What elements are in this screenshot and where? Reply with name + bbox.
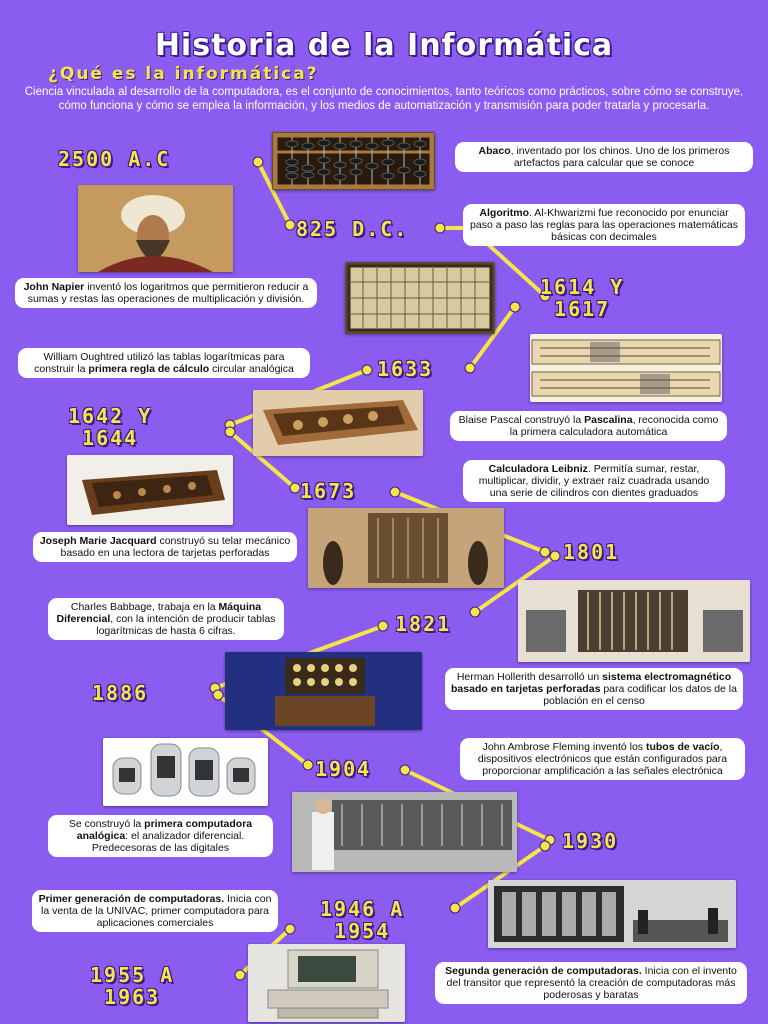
differential-analyzer-image: [292, 792, 517, 872]
year-1801: 1801: [563, 540, 620, 564]
note-napier-bold: John Napier: [23, 281, 85, 293]
year-1673: 1673: [300, 479, 357, 503]
year-1946-line1: 1946 A: [320, 897, 405, 921]
note-gen2: [435, 962, 747, 1004]
year-1642-line2: 1644: [82, 426, 139, 450]
note-napier-text: inventó los logaritmos que permitieron reducir a sumas y restas las operaciones de multiplicación y división.: [27, 281, 309, 305]
napier-bones-image: [345, 262, 495, 334]
year-2500: 2500 A.C: [58, 147, 171, 171]
note-leibniz-bold: Calculadora Leibniz: [488, 463, 588, 475]
year-1946-line2: 1954: [334, 919, 391, 943]
page-title: Historia de la Informática: [154, 28, 614, 63]
hollerith-tabulator-image: [225, 652, 422, 730]
note-gen2-bold: Segunda generación de computadoras.: [445, 965, 642, 977]
note-oughtred: [18, 348, 310, 378]
abacus-image: [272, 132, 435, 190]
note-pascal-bold: Pascalina: [584, 414, 633, 426]
al-khwarizmi-portrait: [78, 185, 233, 272]
note-oughtred-bold: primera regla de cálculo: [88, 363, 210, 375]
note-hollerith-text2: para codificar los datos de la población en el censo: [543, 683, 737, 707]
note-analog-bold: primera computadora analógica: [76, 818, 253, 842]
transistor-computer-image: [248, 944, 405, 1022]
year-1642: [68, 405, 152, 449]
note-fleming-text2: , dispositivos electrónicos que están configurados para proporcionar amplificación a las señales electrónica: [477, 741, 728, 777]
pascaline-image: [253, 390, 423, 456]
note-algoritmo-text: . Al-Khwarizmi fue reconocido por enunciar paso a paso las reglas para las operaciones matemáticas básicas con decimales: [470, 207, 738, 243]
note-leibniz: [463, 460, 725, 502]
note-oughtred-text2: circular analógica: [209, 363, 294, 375]
note-jacquard-bold: Joseph Marie Jacquard: [39, 535, 157, 547]
year-1821: 1821: [395, 612, 452, 636]
note-abaco: [455, 142, 753, 172]
note-fleming-text1: John Ambrose Fleming inventó los: [482, 741, 646, 753]
note-abaco-bold: Abaco: [478, 145, 511, 157]
year-1904: 1904: [315, 757, 372, 781]
note-pascal-text2: , reconocida como la primera calculadora automática: [509, 414, 719, 438]
note-gen1-text: Inicia con la venta de la UNIVAC, primer computadora para aplicaciones comerciales: [41, 893, 272, 929]
note-fleming-bold: tubos de vacío: [645, 741, 720, 753]
year-1946: [320, 898, 404, 942]
note-babbage: [48, 598, 284, 640]
note-algoritmo: [463, 204, 745, 246]
note-algoritmo-bold: Algoritmo: [479, 207, 529, 219]
note-leibniz-text: . Permitía sumar, restar, multiplicar, dividir, y extraer raíz cuadrada usando una serie de cilindros con dientes graduados: [478, 463, 710, 499]
note-hollerith: [445, 668, 743, 710]
year-1614-line2: 1617: [554, 297, 611, 321]
note-jacquard: [33, 532, 297, 562]
note-jacquard-text: construyó su telar mecánico basado en una lectora de tarjetas perforadas: [60, 535, 291, 559]
note-oughtred-text1: William Oughtred utilizó las tablas logarítmicas para construir la: [34, 351, 285, 375]
year-1633: 1633: [377, 357, 434, 381]
note-napier: [15, 278, 317, 308]
note-pascal: [450, 411, 727, 441]
year-1614: [540, 276, 624, 320]
univac-image: [488, 880, 736, 948]
year-825: 825 D.C.: [296, 217, 409, 241]
year-1930: 1930: [562, 829, 619, 853]
intro-text: Ciencia vinculada al desarrollo de la computadora, es el conjunto de conocimientos, tanto teóricos como prácticos, sobre cómo se construye, cómo funciona y cómo se emplea la información, y los medios de automatización y transmisión para poder tratarla y procesarla.: [24, 86, 744, 112]
year-1886: 1886: [92, 681, 149, 705]
year-1955-line2: 1963: [104, 985, 161, 1009]
note-analog-text2: : el analizador diferencial. Predecesoras de las digitales: [91, 830, 245, 854]
note-gen1-bold: Primer generación de computadoras.: [38, 893, 225, 905]
year-1955-line1: 1955 A: [90, 963, 175, 987]
slide-rule-image: [530, 334, 722, 402]
note-fleming: [460, 738, 745, 780]
note-pascal-text1: Blaise Pascal construyó la: [458, 414, 585, 426]
difference-engine-image: [518, 580, 750, 662]
note-gen2-text: Inicia con el invento del transitor que representó la creación de computadoras más poderosas y baratas: [446, 965, 737, 1001]
page-subtitle: ¿Qué es la informática?: [48, 64, 319, 84]
note-babbage-bold: Máquina Diferencial: [56, 601, 262, 625]
vacuum-tubes-image: [103, 738, 268, 806]
note-hollerith-bold: sistema electromagnético basado en tarjetas perforadas: [451, 671, 732, 695]
year-1642-line1: 1642 Y: [68, 404, 153, 428]
jacquard-loom-image: [308, 508, 504, 588]
note-abaco-text: , inventado por los chinos. Uno de los primeros artefactos para calcular que se conoce: [510, 145, 730, 169]
leibniz-calculator-image: [67, 455, 233, 525]
note-analog-text1: Se construyó la: [68, 818, 145, 830]
year-1955: [90, 964, 174, 1008]
note-analog: [48, 815, 273, 857]
note-babbage-text2: , con la intención de producir tablas logarítmicas de hasta 6 cifras.: [96, 613, 276, 637]
note-hollerith-text1: Herman Hollerith desarrolló un: [456, 671, 603, 683]
note-gen1: [32, 890, 278, 932]
year-1614-line1: 1614 Y: [540, 275, 625, 299]
note-babbage-text1: Charles Babbage, trabaja en la: [70, 601, 219, 613]
